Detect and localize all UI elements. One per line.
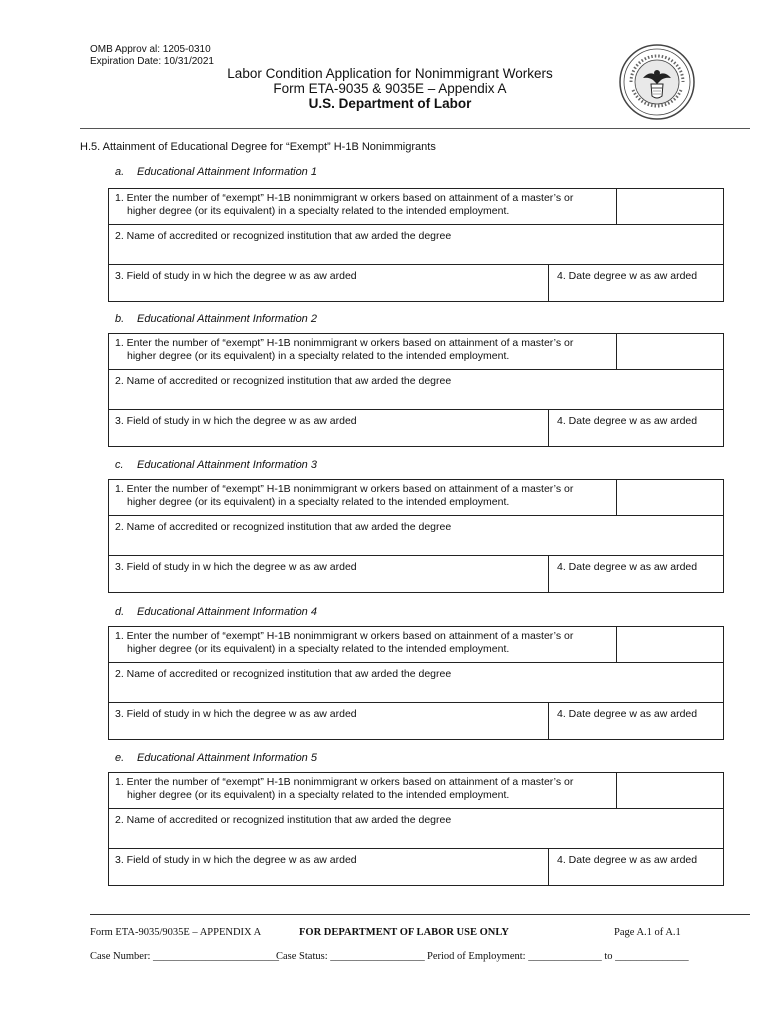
case-status-field[interactable]: Case Status: __________________ [276,951,425,962]
exempt-workers-question [109,334,617,369]
field-of-study-label: 3. Field of study in w hich the degree w as aw arded [115,270,357,282]
education-info-box [108,626,724,740]
question-line-2: higher degree (or its equivalent) in a specialty related to the intended employment. [127,643,510,655]
case-number-field[interactable]: Case Number: ________________________ [90,951,279,962]
date-degree-awarded-input[interactable] [550,410,697,427]
institution-name-field[interactable] [109,809,723,849]
date-degree-awarded-input[interactable] [550,556,697,573]
exempt-workers-row [109,773,723,809]
question-line-1: 1. Enter the number of “exempt” H-1B nonimmigrant w orkers based on attainment of a master’s or [115,337,574,349]
question-line-1: 1. Enter the number of “exempt” H-1B nonimmigrant w orkers based on attainment of a master’s or [115,483,574,495]
exempt-workers-question [109,773,617,808]
degree-details-row [109,849,723,885]
field-of-study-label: 3. Field of study in w hich the degree w as aw arded [115,561,357,573]
question-line-2: higher degree (or its equivalent) in a specialty related to the intended employment. [127,496,510,508]
exempt-workers-count-input[interactable] [618,480,723,515]
section-heading: H.5. Attainment of Educational Degree for “Exempt” H-1B Nonimmigrants [80,141,436,153]
period-of-employment-field[interactable]: Period of Employment: ______________ to ______________ [427,951,689,962]
exempt-workers-row [109,334,723,370]
field-of-study-label: 3. Field of study in w hich the degree w as aw arded [115,708,357,720]
date-degree-awarded-input[interactable] [550,265,697,282]
question-line-2: higher degree (or its equivalent) in a specialty related to the intended employment. [127,205,510,217]
field-of-study-input[interactable] [109,410,549,446]
date-degree-awarded-label: 4. Date degree w as aw arded [557,270,698,282]
degree-details-row [109,703,723,739]
section-letter: c. [115,459,124,471]
header-divider [80,128,750,129]
exempt-workers-question [109,480,617,515]
question-line-1: 1. Enter the number of “exempt” H-1B nonimmigrant w orkers based on attainment of a master’s or [115,776,574,788]
degree-details-row [109,265,723,301]
footer-page-number: Page A.1 of A.1 [614,927,681,938]
section-label [115,606,317,618]
section-title: Educational Attainment Information 2 [137,313,317,325]
institution-name-label: 2. Name of accredited or recognized institution that aw arded the degree [115,814,452,826]
section-label [115,752,317,764]
field-of-study-input[interactable] [109,849,549,885]
section-letter: a. [115,166,125,178]
title-line-3: U.S. Department of Labor [308,96,472,111]
section-title: Educational Attainment Information 4 [137,606,317,618]
expiration-date: Expiration Date: 10/31/2021 [90,56,214,67]
education-info-box [108,333,724,447]
date-degree-awarded-label: 4. Date degree w as aw arded [557,415,698,427]
section-label [115,313,317,325]
footer-divider [90,914,750,915]
exempt-workers-row [109,627,723,663]
field-of-study-label: 3. Field of study in w hich the degree w as aw arded [115,415,357,427]
field-of-study-input[interactable] [109,556,549,592]
omb-info [90,44,214,68]
institution-name-field[interactable] [109,225,723,265]
institution-name-field[interactable] [109,516,723,556]
institution-name-field[interactable] [109,663,723,703]
question-line-2: higher degree (or its equivalent) in a specialty related to the intended employment. [127,789,510,801]
footer-dol-use: FOR DEPARTMENT OF LABOR USE ONLY [299,927,509,938]
institution-name-label: 2. Name of accredited or recognized institution that aw arded the degree [115,521,452,533]
date-degree-awarded-label: 4. Date degree w as aw arded [557,561,698,573]
degree-details-row [109,410,723,446]
exempt-workers-count-input[interactable] [618,627,723,662]
exempt-workers-question [109,627,617,662]
form-title [140,66,640,111]
institution-name-field[interactable] [109,370,723,410]
institution-name-label: 2. Name of accredited or recognized institution that aw arded the degree [115,668,452,680]
question-line-1: 1. Enter the number of “exempt” H-1B nonimmigrant w orkers based on attainment of a master’s or [115,192,574,204]
section-title: Educational Attainment Information 3 [137,459,317,471]
section-letter: d. [115,606,125,618]
footer-form-id: Form ETA-9035/9035E – APPENDIX A [90,927,262,938]
title-line-1: Labor Condition Application for Nonimmigrant Workers [227,66,553,81]
section-title: Educational Attainment Information 1 [137,166,317,178]
exempt-workers-count-input[interactable] [618,189,723,224]
field-of-study-input[interactable] [109,265,549,301]
question-line-2: higher degree (or its equivalent) in a specialty related to the intended employment. [127,350,510,362]
date-degree-awarded-input[interactable] [550,703,697,720]
date-degree-awarded-label: 4. Date degree w as aw arded [557,708,698,720]
section-label [115,166,317,178]
date-degree-awarded-label: 4. Date degree w as aw arded [557,854,698,866]
section-label [115,459,317,471]
institution-name-label: 2. Name of accredited or recognized institution that aw arded the degree [115,230,452,242]
dept-of-labor-seal-icon [619,44,695,120]
question-line-1: 1. Enter the number of “exempt” H-1B nonimmigrant w orkers based on attainment of a master’s or [115,630,574,642]
education-info-box [108,479,724,593]
title-line-2: Form ETA-9035 & 9035E – Appendix A [273,81,507,96]
exempt-workers-row [109,189,723,225]
degree-details-row [109,556,723,592]
section-letter: e. [115,752,125,764]
field-of-study-label: 3. Field of study in w hich the degree w as aw arded [115,854,357,866]
exempt-workers-count-input[interactable] [618,773,723,808]
exempt-workers-question [109,189,617,224]
section-letter: b. [115,313,125,325]
exempt-workers-count-input[interactable] [618,334,723,369]
institution-name-label: 2. Name of accredited or recognized institution that aw arded the degree [115,375,452,387]
exempt-workers-row [109,480,723,516]
education-info-box [108,772,724,886]
field-of-study-input[interactable] [109,703,549,739]
section-title: Educational Attainment Information 5 [137,752,317,764]
education-info-box [108,188,724,302]
omb-approval: OMB Approv al: 1205-0310 [90,44,211,55]
date-degree-awarded-input[interactable] [550,849,697,866]
